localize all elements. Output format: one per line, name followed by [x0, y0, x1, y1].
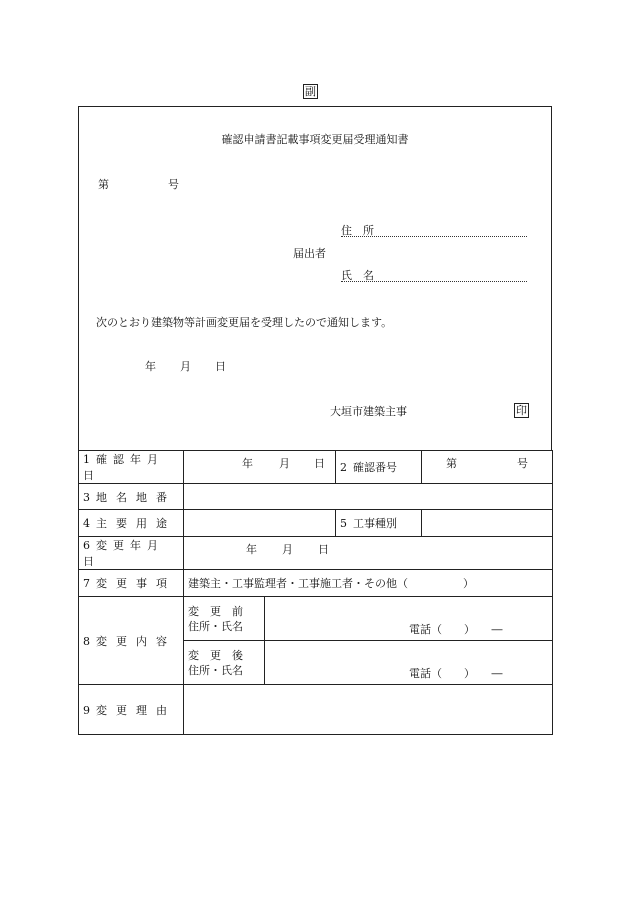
name-line: [341, 281, 527, 282]
main-use-cell[interactable]: [184, 510, 336, 537]
row-label: 変更年月日: [83, 539, 164, 568]
confirmation-date-cell[interactable]: [184, 451, 336, 484]
land-lot-cell[interactable]: [184, 484, 553, 510]
row-number: 3: [83, 490, 90, 504]
notice-body-text: 次のとおり建築物等計画変更届を受理したので通知します。: [96, 316, 393, 329]
change-reason-cell[interactable]: [184, 685, 553, 735]
confirmation-number-cell[interactable]: [422, 451, 553, 484]
table-row: [79, 537, 553, 570]
after-label-line1: 変 更 後: [188, 648, 243, 662]
before-label-line1: 変 更 前: [188, 604, 243, 618]
table-row: [79, 451, 553, 484]
change-items-text: 建築主・工事監理者・工事施工者・その他（ ）: [188, 577, 474, 590]
row-label: 地名地番: [96, 490, 176, 504]
after-address-cell[interactable]: [265, 641, 553, 685]
row-label: 工事種別: [353, 517, 397, 530]
row-label: 確認番号: [353, 461, 397, 474]
row-label: 変更事項: [96, 577, 176, 590]
after-label-line2: 住所・氏名: [188, 663, 243, 677]
before-label-line2: 住所・氏名: [188, 619, 243, 633]
address-line: [341, 236, 527, 237]
row-label: 変更内容: [96, 634, 176, 648]
notice-number-prefix: 第: [98, 178, 109, 191]
change-detail-table: [78, 450, 553, 735]
date-year: 年: [242, 457, 253, 470]
table-row: [79, 685, 553, 735]
row-number: 6: [83, 539, 90, 552]
construction-type-cell[interactable]: [422, 510, 553, 537]
date-month: 月: [282, 543, 293, 556]
applicant-label: 届出者: [293, 247, 326, 260]
copy-stamp: 副: [305, 85, 316, 98]
name-label: 氏 名: [341, 269, 374, 282]
notice-title: 確認申請書記載事項変更届受理通知書: [221, 133, 409, 146]
row-number: 5: [340, 517, 347, 530]
row-number: 4: [83, 517, 90, 530]
notice-date-day: 日: [215, 360, 226, 373]
date-month: 月: [279, 457, 290, 470]
date-day: 日: [314, 457, 325, 470]
row-label: 確認年月日: [83, 453, 164, 482]
row-number: 1: [83, 453, 90, 466]
number-suffix: 号: [517, 457, 528, 470]
row-label: 主要用途: [96, 517, 176, 530]
row-number: 7: [83, 577, 90, 590]
seal-mark: 印: [516, 404, 527, 417]
row-number: 2: [340, 461, 347, 474]
date-day: 日: [318, 543, 329, 556]
date-year: 年: [246, 543, 257, 556]
table-row: [79, 597, 553, 641]
change-items-cell[interactable]: [184, 570, 553, 597]
row-number: 8: [83, 634, 90, 648]
notice-box: [78, 106, 552, 450]
table-row: [79, 510, 553, 537]
after-phone: 電話（ ） ―: [409, 667, 503, 680]
change-date-cell[interactable]: [184, 537, 553, 570]
row-label: 変更理由: [96, 703, 176, 717]
issuer-name: 大垣市建築主事: [330, 405, 407, 418]
before-address-cell[interactable]: [265, 597, 553, 641]
notice-date-year: 年: [145, 360, 156, 373]
number-prefix: 第: [446, 457, 457, 470]
address-label: 住 所: [341, 224, 374, 237]
row-number: 9: [83, 703, 90, 717]
table-row: [79, 570, 553, 597]
notice-number-suffix: 号: [168, 178, 179, 191]
table-row: [79, 484, 553, 510]
before-phone: 電話（ ） ―: [409, 623, 503, 636]
notice-date-month: 月: [180, 360, 191, 373]
